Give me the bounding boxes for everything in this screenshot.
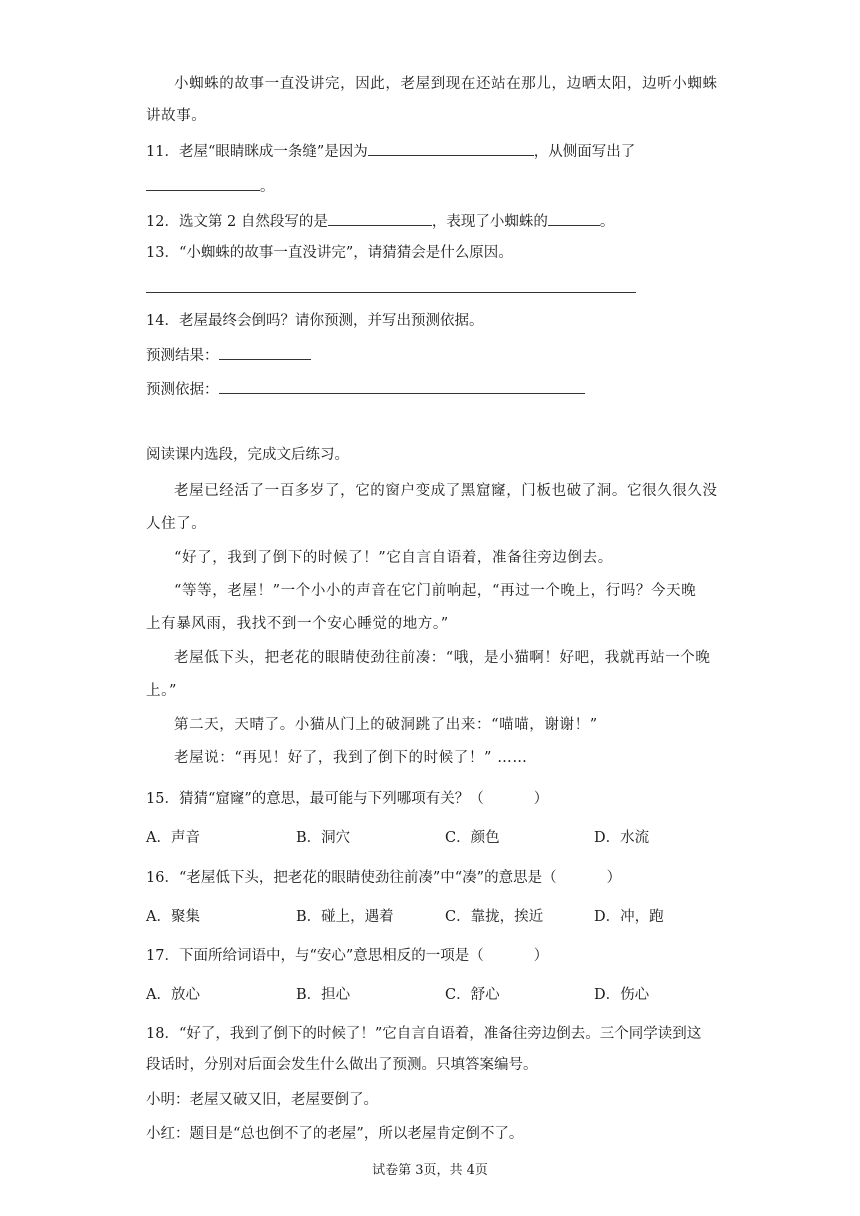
answer-blank[interactable] — [219, 345, 311, 360]
passage-line: 讲故事。 — [146, 108, 207, 124]
section-intro: 阅读课内选段，完成文后练习。 — [146, 447, 349, 463]
passage-line: 老屋低下头，把老花的眼睛使劲往前凑：“哦，是小猫啊！好吧，我就再站一个晚 — [174, 650, 711, 666]
option-d[interactable]: D．水流 — [594, 830, 650, 846]
question-17-close: ） — [533, 948, 549, 964]
answer-blank[interactable] — [368, 141, 534, 156]
passage-line: 上有暴风雨，我找不到一个安心睡觉的地方。” — [146, 616, 449, 632]
question-16 — [146, 868, 621, 888]
passage-line: 老屋说：“再见！好了，我到了倒下的时候了！” …… — [174, 750, 528, 766]
option-d[interactable]: D．冲，跑 — [594, 909, 664, 925]
question-12-text-a: 12．选文第 2 自然段写的是 — [146, 214, 328, 230]
answer-blank[interactable] — [146, 176, 260, 191]
answer-blank[interactable] — [219, 379, 585, 394]
passage-line: 上。” — [146, 683, 177, 699]
question-12-text-b: ，表现了小蜘蛛的 — [431, 214, 548, 230]
passage-line: 第二天，天晴了。小猫从门上的破洞跳了出来：“喵喵，谢谢！” — [174, 717, 598, 733]
option-a[interactable]: A．聚集 — [146, 909, 200, 925]
question-11-text-b: ，从侧面写出了 — [533, 144, 636, 160]
answer-line[interactable] — [146, 292, 636, 293]
prediction-basis — [146, 379, 585, 400]
option-c[interactable]: C．靠拢，挨近 — [445, 909, 544, 925]
question-11-text-a: 11．老屋“眼睛眯成一条缝”是因为 — [146, 144, 368, 160]
option-a[interactable]: A．声音 — [146, 830, 200, 846]
question-15-stem: 15．猜猜“窟窿”的意思，最可能与下列哪项有关？（ — [146, 791, 484, 807]
option-b[interactable]: B．洞穴 — [296, 830, 351, 846]
question-11-text-c: 。 — [260, 179, 275, 195]
option-a[interactable]: A．放心 — [146, 987, 200, 1003]
question-16-close: ） — [606, 870, 622, 886]
page-footer: 试卷第 3页，共 4页 — [372, 1163, 488, 1178]
question-18: 18．“好了，我到了倒下的时候了！”它自言自语着，准备往旁边倒去。三个同学读到这 — [146, 1026, 702, 1042]
question-12 — [146, 211, 614, 232]
passage-line: 人住了。 — [146, 516, 207, 532]
student-prediction-xiaoming: 小明：老屋又破又旧，老屋要倒了。 — [146, 1092, 378, 1108]
question-11 — [146, 141, 635, 162]
prediction-result-label: 预测结果： — [146, 348, 219, 364]
question-15 — [146, 789, 548, 809]
question-11-cont — [146, 176, 275, 197]
question-17-stem: 17．下面所给词语中，与“安心”意思相反的一项是（ — [146, 948, 484, 964]
question-15-close: ） — [533, 791, 549, 807]
passage-line: “好了，我到了倒下的时候了！”它自言自语着，准备往旁边倒去。 — [174, 550, 613, 566]
passage-line: 小蜘蛛的故事一直没讲完，因此，老屋到现在还站在那儿，边晒太阳，边听小蜘蛛 — [174, 76, 718, 92]
passage-line: “等等，老屋！”一个小小的声音在它门前响起，“再过一个晚上，行吗？今天晚 — [174, 583, 697, 599]
option-c[interactable]: C．舒心 — [445, 987, 500, 1003]
answer-blank[interactable] — [328, 211, 432, 226]
option-b[interactable]: B．担心 — [296, 987, 351, 1003]
prediction-result — [146, 345, 311, 366]
question-17 — [146, 946, 548, 966]
option-d[interactable]: D．伤心 — [594, 987, 650, 1003]
question-18-cont: 段话时，分别对后面会发生什么做出了预测。只填答案编号。 — [146, 1057, 538, 1073]
answer-blank[interactable] — [548, 211, 600, 226]
prediction-basis-label: 预测依据： — [146, 382, 219, 398]
option-b[interactable]: B．碰上，遇着 — [296, 909, 394, 925]
question-16-stem: 16．“老屋低下头，把老花的眼睛使劲往前凑”中“凑”的意思是（ — [146, 870, 557, 886]
question-13: 13．“小蜘蛛的故事一直没讲完”，请猜猜会是什么原因。 — [146, 245, 513, 261]
passage-line: 老屋已经活了一百多岁了，它的窗户变成了黑窟窿，门板也破了洞。它很久很久没 — [174, 483, 718, 499]
student-prediction-xiaohong: 小红：题目是“总也倒不了的老屋”，所以老屋肯定倒不了。 — [146, 1126, 524, 1142]
option-c[interactable]: C．颜色 — [445, 830, 500, 846]
question-12-text-c: 。 — [599, 214, 615, 230]
question-14: 14．老屋最终会倒吗？请你预测，并写出预测依据。 — [146, 313, 484, 329]
